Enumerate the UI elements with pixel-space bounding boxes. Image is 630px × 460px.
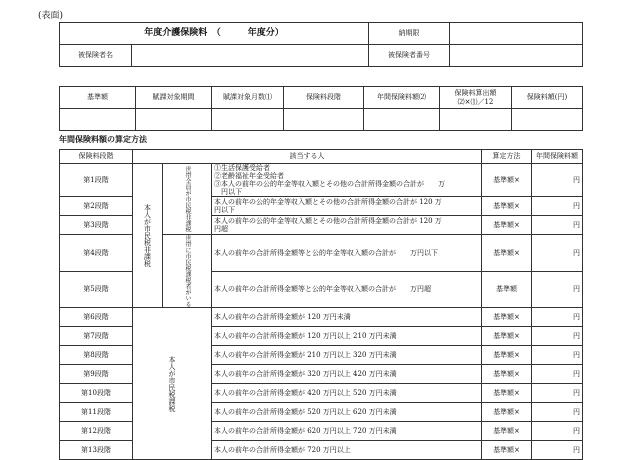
description-cell: 本人の前年の合計所得金額が 210 万円以上 320 万円未満 xyxy=(212,346,482,365)
summary-col-header: 保険料算出額 ⑵×⑴／12 xyxy=(440,87,512,109)
stage-cell: 第5段階 xyxy=(60,271,133,308)
table-row xyxy=(60,308,583,327)
summary-value-cell[interactable] xyxy=(136,109,212,131)
annual-amount-cell[interactable]: 円 xyxy=(532,308,583,327)
stage-cell: 第12段階 xyxy=(60,422,133,441)
description-cell: 本人の前年の合計所得金額が 120 万円未満 xyxy=(212,308,482,327)
side-label: (表面) xyxy=(38,11,64,21)
annual-amount-cell[interactable]: 円 xyxy=(532,346,583,365)
method-cell: 基準額× xyxy=(482,308,532,327)
table-row xyxy=(60,164,583,197)
description-cell: 本人の前年の合計所得金額が 420 万円以上 520 万円未満 xyxy=(212,384,482,403)
section-title: 年間保険料額の算定方法 xyxy=(59,134,147,144)
method-cell: 基準額× xyxy=(482,441,532,460)
stage-cell: 第2段階 xyxy=(60,197,133,216)
annual-amount-cell[interactable]: 円 xyxy=(532,422,583,441)
annual-amount-cell[interactable]: 円 xyxy=(532,164,583,197)
col-applicable-header: 該当する人 xyxy=(133,150,482,164)
stage-cell: 第1段階 xyxy=(60,164,133,197)
annual-amount-cell[interactable]: 円 xyxy=(532,403,583,422)
form-title: 年度介護保険料 （ 年度分） xyxy=(60,23,369,45)
stage-cell: 第7段階 xyxy=(60,327,133,346)
description-cell: 本人の前年の公的年金等収入額とその他の合計所得金額の合計が 120 万 円超 xyxy=(212,216,482,235)
group-taxed xyxy=(133,308,212,460)
method-cell: 基準額× xyxy=(482,164,532,197)
summary-col-header: 保険料額(円) xyxy=(512,87,583,109)
summary-col-header: 基準額 xyxy=(60,87,136,109)
group-household-taxed xyxy=(163,235,212,308)
method-cell: 基準額× xyxy=(482,384,532,403)
summary-value-cell[interactable] xyxy=(364,109,440,131)
summary-value-cell[interactable] xyxy=(60,109,136,131)
stage-cell: 第3段階 xyxy=(60,216,133,235)
stage-cell: 第11段階 xyxy=(60,403,133,422)
method-cell: 基準額× xyxy=(482,403,532,422)
summary-value-cell[interactable] xyxy=(284,109,364,131)
description-cell: 本人の前年の合計所得金額等と公的年金等収入額の合計が 万円以下 xyxy=(212,235,482,272)
annual-amount-cell[interactable]: 円 xyxy=(532,271,583,308)
method-cell: 基準額× xyxy=(482,365,532,384)
insured-name-label: 被保険者名 xyxy=(60,45,132,67)
summary-col-header: 賦課対象月数⑴ xyxy=(212,87,284,109)
stage-cell: 第9段階 xyxy=(60,365,133,384)
calc-table xyxy=(59,149,583,460)
deadline-label: 納期限 xyxy=(369,23,450,45)
col-stage-header: 保険料段階 xyxy=(60,150,133,164)
stage-cell: 第4段階 xyxy=(60,235,133,272)
group-household-exempt-label: 世帯全員が市民税非課税 xyxy=(184,166,191,233)
method-cell: 基準額× xyxy=(482,327,532,346)
group-tax-exempt xyxy=(133,164,163,308)
description-cell: 本人の前年の合計所得金額が 620 万円以上 720 万円未満 xyxy=(212,422,482,441)
description-cell: 本人の前年の合計所得金額が 720 万円以上 xyxy=(212,441,482,460)
insured-number-label: 被保険者番号 xyxy=(369,45,450,67)
insured-name-value[interactable] xyxy=(132,45,369,67)
stage-cell: 第8段階 xyxy=(60,346,133,365)
summary-col-header: 保険料段階 xyxy=(284,87,364,109)
method-cell: 基準額× xyxy=(482,235,532,272)
group-household-exempt xyxy=(163,164,212,235)
description-cell: ①生活保護受給者 ②老齢福祉年金受給者 ③本人の前年の公的年金等収入額とその他の合計所得金額の合計が 万 円以下 xyxy=(212,164,482,197)
annual-amount-cell[interactable]: 円 xyxy=(532,327,583,346)
stage-cell: 第6段階 xyxy=(60,308,133,327)
stage-cell: 第10段階 xyxy=(60,384,133,403)
summary-col-header: 年間保険料額⑵ xyxy=(364,87,440,109)
group-taxed-label: 本人が市民税課税 xyxy=(168,355,177,412)
col-method-header: 算定方法 xyxy=(482,150,532,164)
summary-col-header: 賦課対象期間 xyxy=(136,87,212,109)
col-annual-header: 年間保険料額 xyxy=(532,150,583,164)
method-cell: 基準額 xyxy=(482,271,532,308)
method-cell: 基準額× xyxy=(482,216,532,235)
description-cell: 本人の前年の合計所得金額が 520 万円以上 620 万円未満 xyxy=(212,403,482,422)
description-cell: 本人の前年の合計所得金額が 320 万円以上 420 万円未満 xyxy=(212,365,482,384)
group-tax-exempt-label: 本人が市民税非課税 xyxy=(143,204,152,268)
annual-amount-cell[interactable]: 円 xyxy=(532,235,583,272)
summary-value-cell[interactable] xyxy=(212,109,284,131)
insured-number-value[interactable] xyxy=(450,45,583,67)
method-cell: 基準額× xyxy=(482,197,532,216)
method-cell: 基準額× xyxy=(482,422,532,441)
annual-amount-cell[interactable]: 円 xyxy=(532,384,583,403)
summary-value-cell[interactable] xyxy=(440,109,512,131)
annual-amount-cell[interactable]: 円 xyxy=(532,197,583,216)
description-cell: 本人の前年の合計所得金額が 120 万円以上 210 万円未満 xyxy=(212,327,482,346)
group-household-taxed-label: 世帯に市民税課税者がいる xyxy=(184,235,191,308)
summary-value-cell[interactable] xyxy=(512,109,583,131)
stage-cell: 第13段階 xyxy=(60,441,133,460)
header-table xyxy=(59,22,583,67)
method-cell: 基準額× xyxy=(482,346,532,365)
annual-amount-cell[interactable]: 円 xyxy=(532,441,583,460)
description-cell: 本人の前年の合計所得金額等と公的年金等収入額の合計が 万円超 xyxy=(212,271,482,308)
deadline-value[interactable] xyxy=(450,23,583,45)
summary-table xyxy=(59,86,583,131)
annual-amount-cell[interactable]: 円 xyxy=(532,365,583,384)
annual-amount-cell[interactable]: 円 xyxy=(532,216,583,235)
description-cell: 本人の前年の公的年金等収入額とその他の合計所得金額の合計が 120 万 円以下 xyxy=(212,197,482,216)
